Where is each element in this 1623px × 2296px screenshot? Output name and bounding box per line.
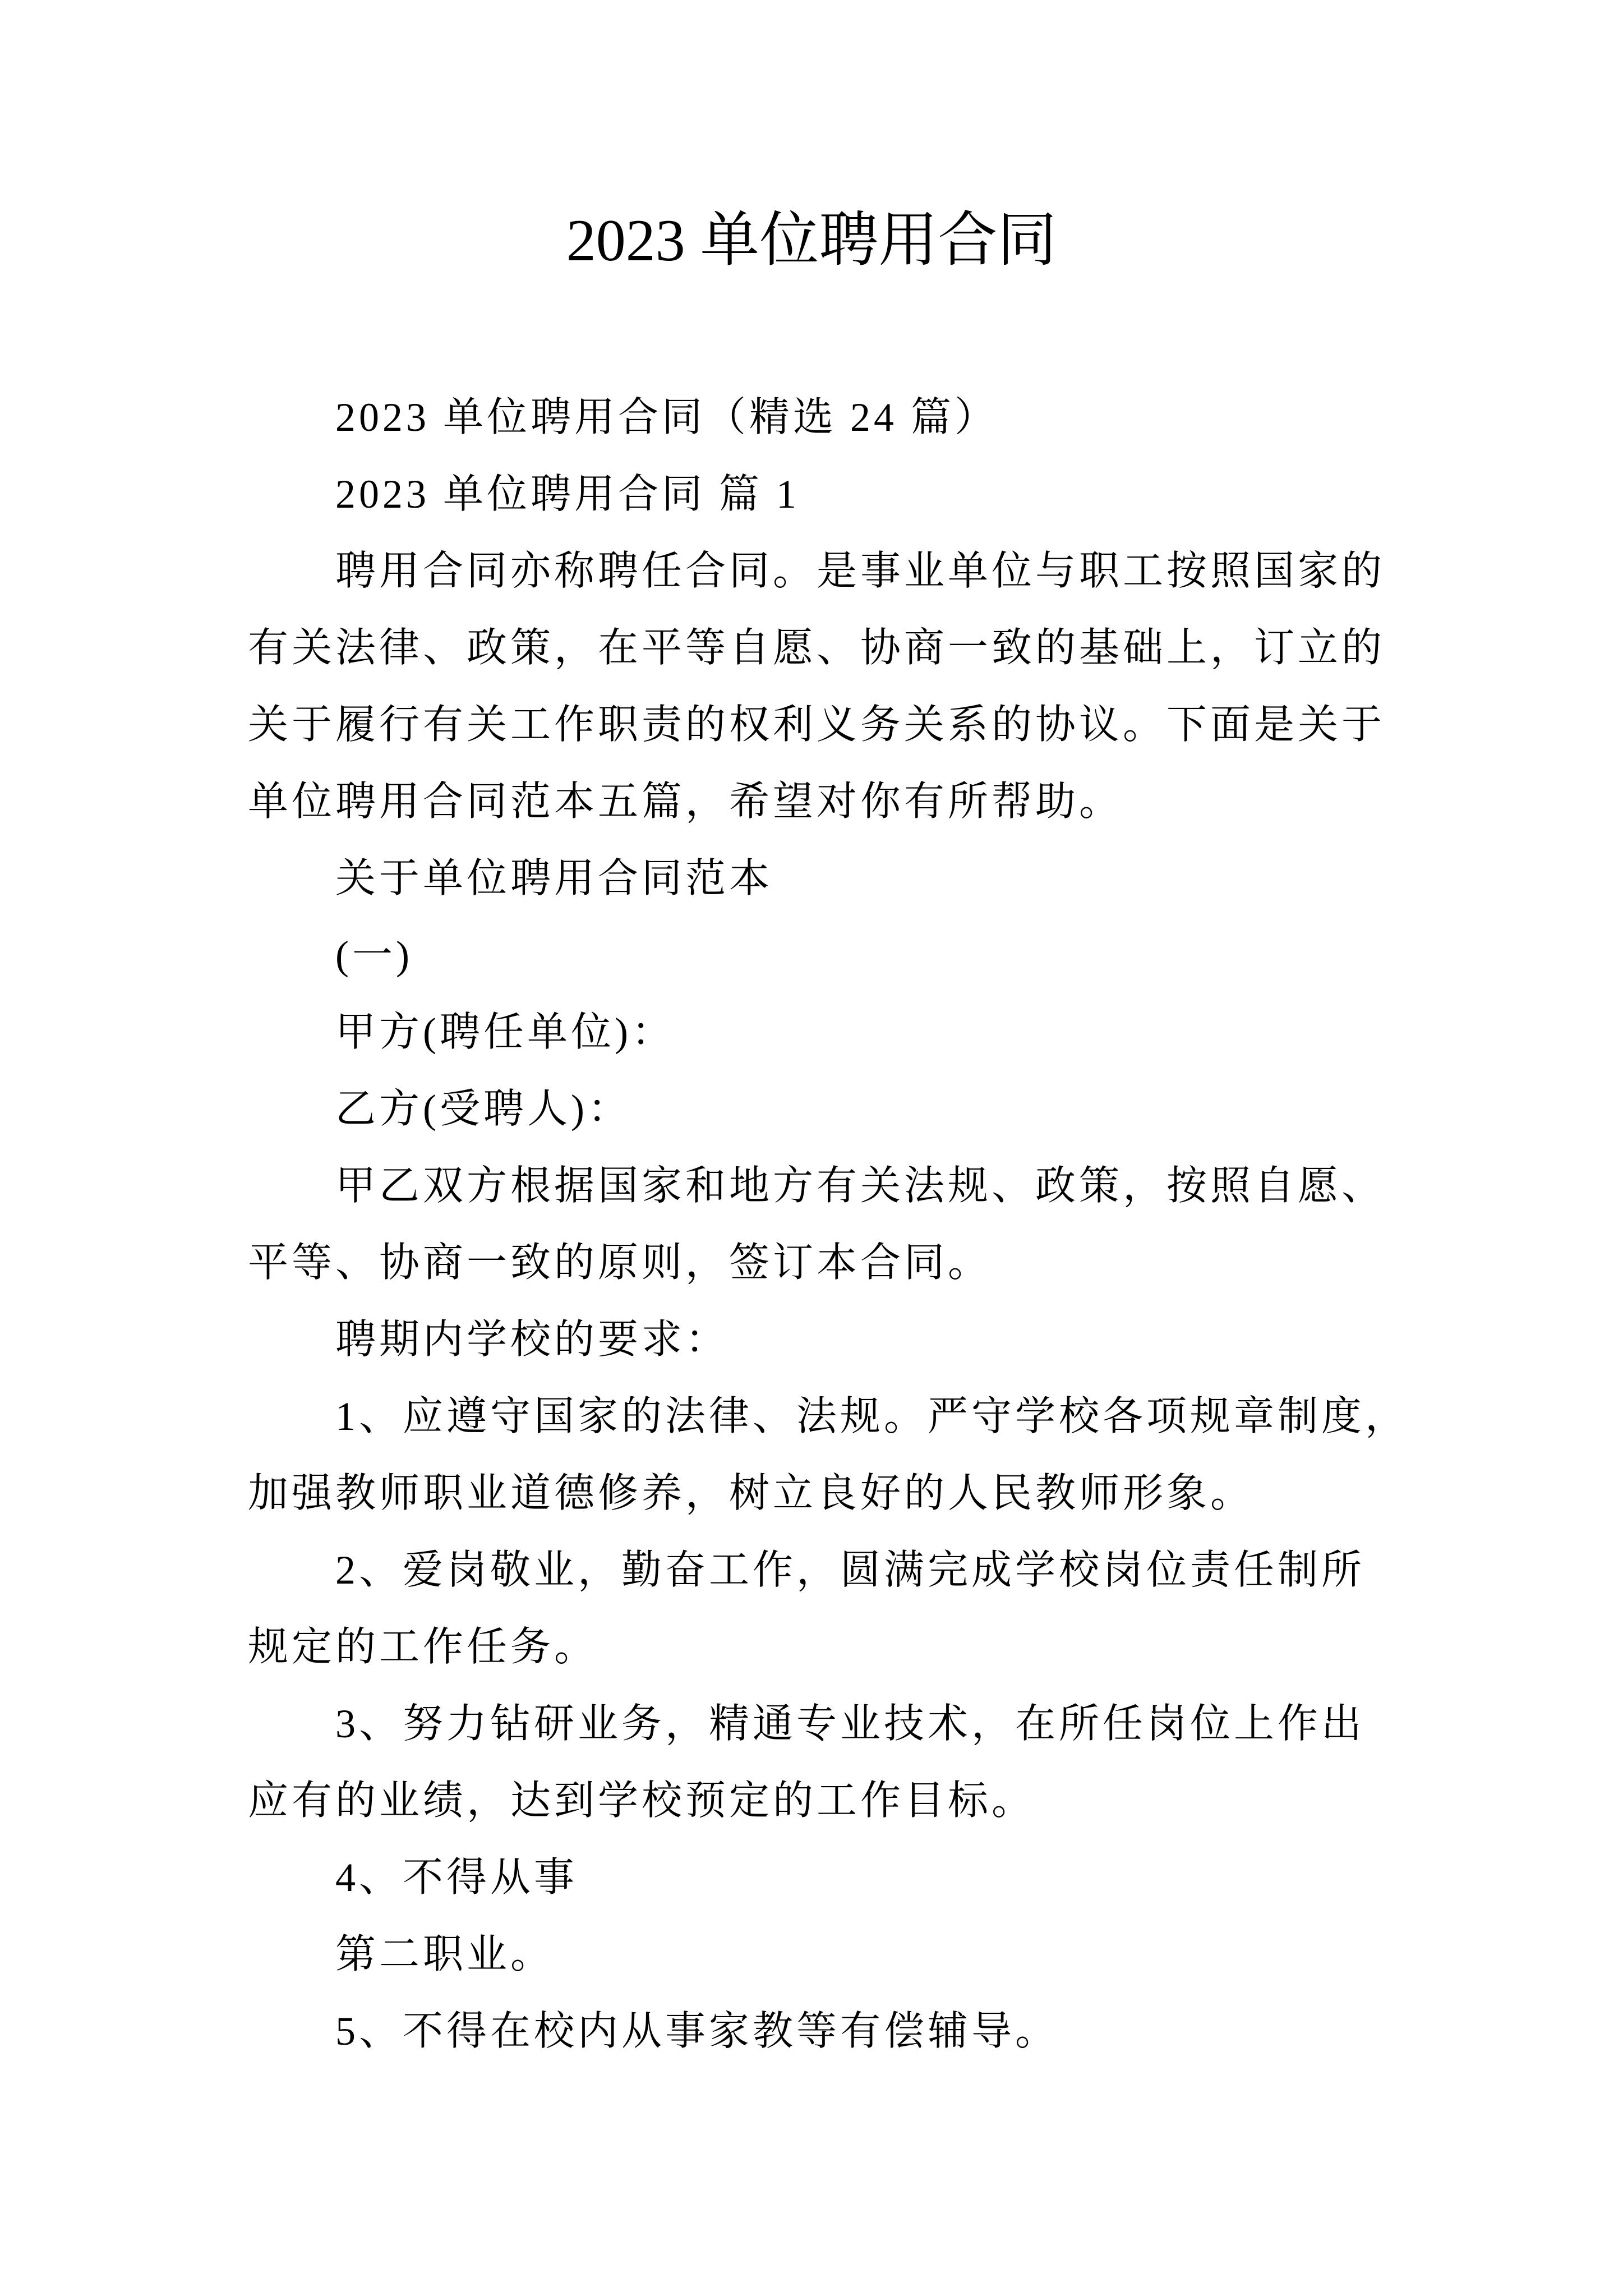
intro-paragraph — [248, 533, 1437, 840]
text-line: 聘用合同亦称聘任合同。是事业单位与职工按照国家的 — [335, 549, 1386, 593]
text-line: 应有的业绩，达到学校预定的工作目标。 — [248, 1778, 1036, 1823]
text-line: 1、应遵守国家的法律、法规。严守学校各项规章制度， — [335, 1394, 1409, 1439]
collection-title-line — [248, 379, 1437, 456]
text-line: 第二职业。 — [335, 1932, 555, 1977]
requirements-heading — [248, 1301, 1437, 1378]
text-line: 2、爱岗敬业，勤奋工作，圆满完成学校岗位责任制所 — [335, 1548, 1366, 1593]
text-line: 单位聘用合同范本五篇，希望对你有所帮助。 — [248, 779, 1123, 824]
agreement-paragraph — [248, 1148, 1437, 1301]
text-line: 关于履行有关工作职责的权利义务关系的协议。下面是关于 — [248, 702, 1386, 747]
text-line: 甲方(聘任单位)： — [335, 1010, 675, 1055]
text-line: 5、不得在校内从事家教等有偿辅导。 — [335, 2009, 1059, 2054]
text-line: 3、努力钻研业务，精通专业技术，在所任岗位上作出 — [335, 1701, 1366, 1746]
text-line: 2023 单位聘用合同 篇 1 — [335, 472, 800, 517]
requirement-item — [248, 1839, 1437, 1916]
party-b-line — [248, 1071, 1437, 1148]
text-line: 有关法律、政策，在平等自愿、协商一致的基础上，订立的 — [248, 625, 1386, 670]
text-line: 关于单位聘用合同范本 — [335, 856, 773, 901]
text-line: 聘期内学校的要求： — [335, 1317, 730, 1362]
text-line: 甲乙双方根据国家和地方有关法规、政策，按照自愿、 — [335, 1163, 1386, 1208]
text-line: 平等、协商一致的原则，签订本合同。 — [248, 1240, 992, 1285]
sample-heading — [248, 840, 1437, 917]
requirement-item — [248, 1686, 1437, 1839]
text-line: 4、不得从事 — [335, 1855, 578, 1900]
text-line: 2023 单位聘用合同（精选 24 篇） — [335, 395, 999, 440]
requirement-item — [248, 1532, 1437, 1686]
text-line: 规定的工作任务。 — [248, 1625, 598, 1669]
text-line: 乙方(受聘人)： — [335, 1087, 631, 1131]
text-line: 加强教师职业道德修养，树立良好的人民教师形象。 — [248, 1471, 1255, 1516]
requirement-item — [248, 1378, 1437, 1532]
sample-number — [248, 917, 1437, 994]
document-title: 2023 单位聘用合同 — [566, 208, 1057, 273]
section-heading-line — [248, 456, 1437, 533]
requirement-item-continuation — [248, 1916, 1437, 1993]
text-line: (一) — [335, 933, 413, 978]
requirement-item — [248, 1993, 1437, 2070]
party-a-line — [248, 994, 1437, 1071]
document-body — [248, 379, 1437, 2070]
